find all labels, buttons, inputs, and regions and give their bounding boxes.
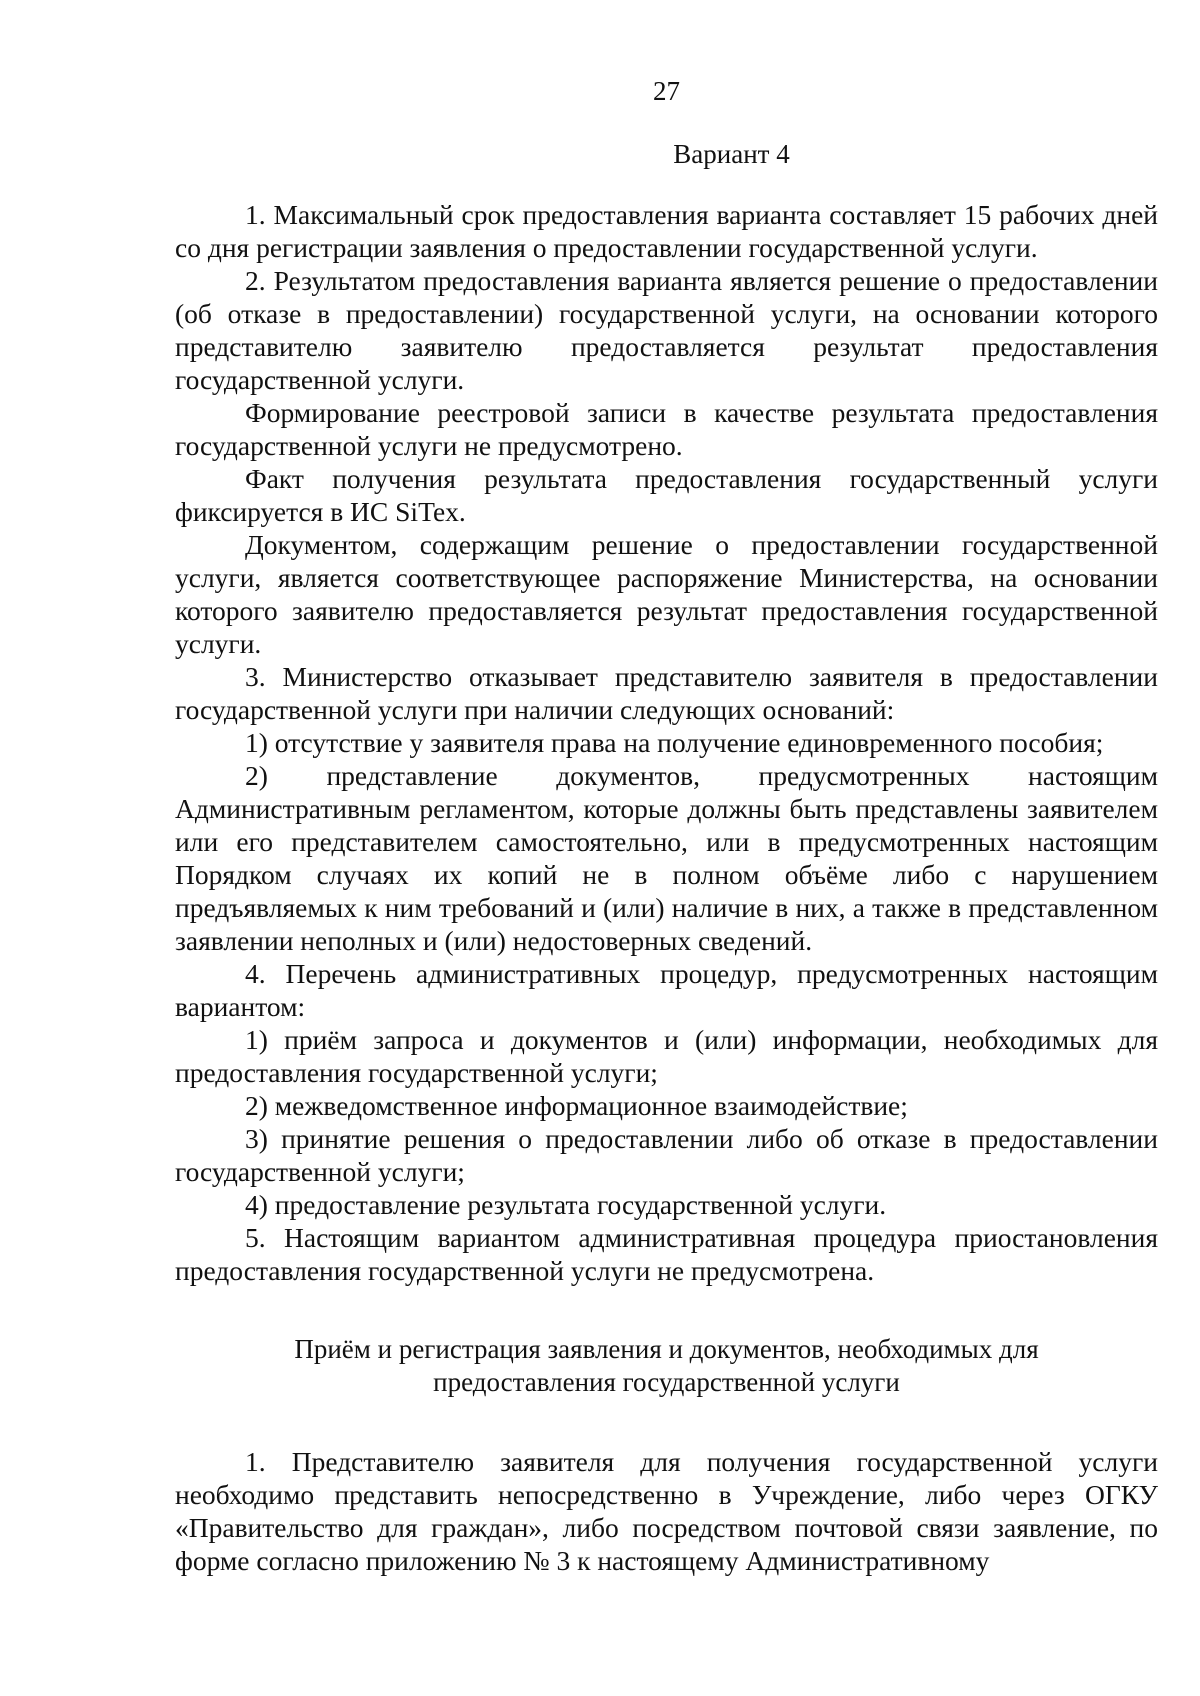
paragraph: 2. Результатом предоставления варианта является решение о предоставлении (об отказе в предоставлении) государственной услуги, на основании которого представителю заявителю предоставляется результат предоставления государственной услуги.: [175, 265, 1158, 395]
paragraph: 5. Настоящим вариантом административная процедура приостановления предоставления государственной услуги не предусмотрена.: [175, 1222, 1158, 1286]
list-item: 1) отсутствие у заявителя права на получение единовременного пособия;: [245, 727, 1104, 758]
paragraph: 3. Министерство отказывает представителю заявителя в предоставлении государственной услуги при наличии следующих оснований:: [175, 661, 1158, 725]
list-item: 2) межведомственное информационное взаимодействие;: [245, 1090, 908, 1121]
list-item: 3) принятие решения о предоставлении либо об отказе в предоставлении государственной услуги;: [175, 1123, 1158, 1187]
page-number: 27: [653, 76, 680, 106]
paragraph: 4. Перечень административных процедур, предусмотренных настоящим вариантом:: [175, 958, 1158, 1022]
document-body: [175, 198, 1158, 1577]
paragraph: 1. Максимальный срок предоставления варианта составляет 15 рабочих дней со дня регистрации заявления о предоставлении государственной услуги.: [175, 199, 1158, 263]
paragraph: Формирование реестровой записи в качестве результата предоставления государственной услуги не предусмотрено.: [175, 397, 1158, 461]
list-item: 4) предоставление результата государственной услуги.: [245, 1189, 887, 1220]
section-heading: Приём и регистрация заявления и документов, необходимых для предоставления государственной услуги: [294, 1334, 1039, 1397]
paragraph: Факт получения результата предоставления государственный услуги фиксируется в ИС SiTex.: [175, 463, 1158, 527]
list-item: 1) приём запроса и документов и (или) информации, необходимых для предоставления государственной услуги;: [175, 1024, 1158, 1088]
paragraph: 1. Представителю заявителя для получения государственной услуги необходимо представить непосредственно в Учреждение, либо через ОГКУ «Правительство для граждан», либо посредством почтовой связи заявление, по форме согласно приложению № 3 к настоящему Административному: [175, 1446, 1158, 1576]
variant-title: Вариант 4: [673, 139, 790, 169]
list-item: 2) представление документов, предусмотренных настоящим Административным регламентом, которые должны быть представлены заявителем или его представителем самостоятельно, или в предусмотренных настоящим Порядком случаях их копий не в полном объёме либо с нарушением предъявляемых к ним требований и (или) наличие в них, а также в представленном заявлении неполных и (или) недостоверных сведений.: [175, 760, 1158, 956]
paragraph: Документом, содержащим решение о предоставлении государственной услуги, является соответствующее распоряжение Министерства, на основании которого заявителю предоставляется результат предоставления государственной услуги.: [175, 529, 1158, 659]
